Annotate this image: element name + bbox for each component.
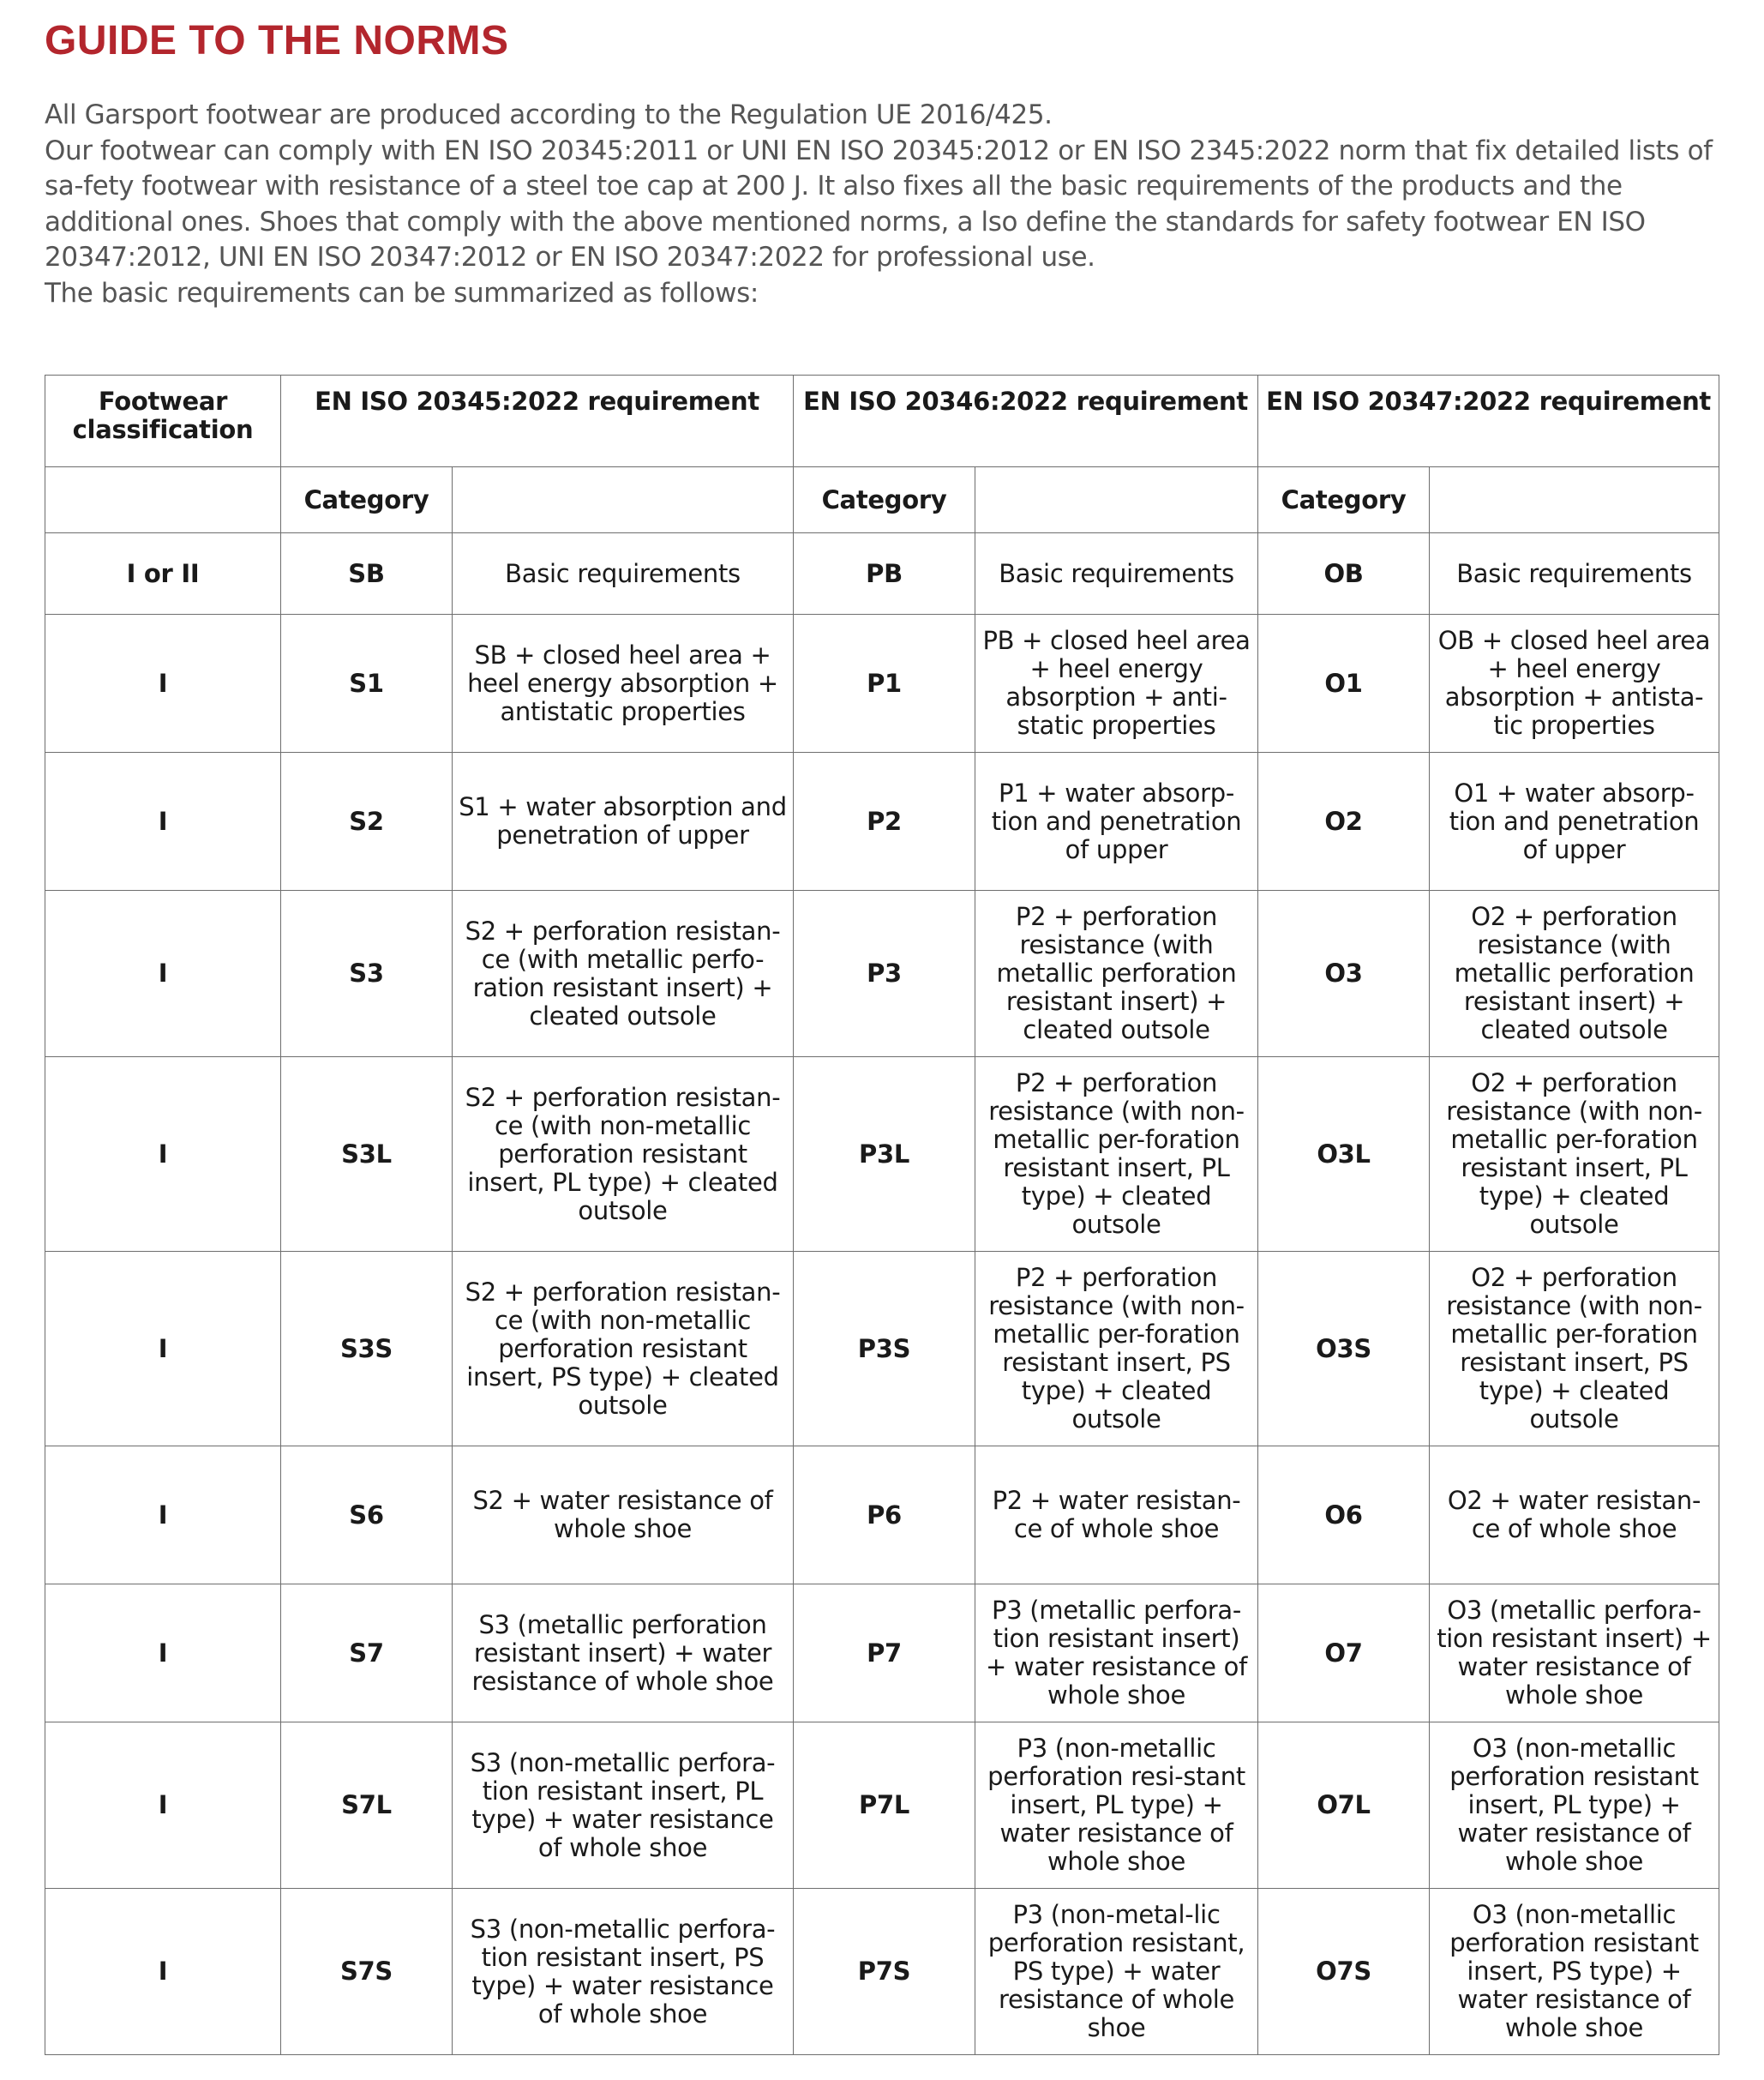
o-requirement-cell: O3 (non-metallic perforation resistant insert, PS type) + water resistance of whole shoe	[1430, 1889, 1719, 2055]
o-category-cell: O7S	[1258, 1889, 1430, 2055]
classification-cell: I	[45, 891, 281, 1057]
subheader-category-20346: Category	[794, 467, 975, 533]
s-category-cell: S1	[281, 615, 453, 753]
intro-paragraph: All Garsport footwear are produced according to the Regulation UE 2016/425.	[45, 99, 1053, 130]
s-requirement-cell: Basic requirements	[453, 533, 794, 615]
p-requirement-cell: P2 + perforation resistance (with non-metallic per-foration resistant insert, PS type) + cleated outsole	[975, 1252, 1258, 1446]
s-category-cell: S3	[281, 891, 453, 1057]
o-requirement-cell: O3 (non-metallic perforation resistant insert, PL type) + water resistance of whole shoe	[1430, 1722, 1719, 1889]
s-requirement-cell: S1 + water absorption and penetration of upper	[453, 753, 794, 891]
p-requirement-cell: P3 (non-metallic perforation resi-stant insert, PL type) + water resistance of whole shoe	[975, 1722, 1258, 1889]
p-category-cell: P3L	[794, 1057, 975, 1252]
classification-cell: I	[45, 1722, 281, 1889]
o-category-cell: O2	[1258, 753, 1430, 891]
o-requirement-cell: Basic requirements	[1430, 533, 1719, 615]
table-row	[45, 1889, 1719, 2055]
classification-cell: I	[45, 1252, 281, 1446]
s-requirement-cell: S3 (non-metallic perfora-tion resistant insert, PS type) + water resistance of whole shoe	[453, 1889, 794, 2055]
p-category-cell: P7S	[794, 1889, 975, 2055]
classification-cell: I	[45, 1057, 281, 1252]
s-category-cell: S6	[281, 1446, 453, 1584]
table-row	[45, 615, 1719, 753]
p-category-cell: P3S	[794, 1252, 975, 1446]
s-category-cell: S3S	[281, 1252, 453, 1446]
classification-cell: I	[45, 1584, 281, 1722]
o-requirement-cell: O2 + water resistan-ce of whole shoe	[1430, 1446, 1719, 1584]
p-category-cell: PB	[794, 533, 975, 615]
o-category-cell: OB	[1258, 533, 1430, 615]
subheader-empty	[975, 467, 1258, 533]
o-category-cell: O7L	[1258, 1722, 1430, 1889]
p-requirement-cell: P2 + perforation resistance (with metallic perforation resistant insert) + cleated outsole	[975, 891, 1258, 1057]
o-category-cell: O3S	[1258, 1252, 1430, 1446]
p-requirement-cell: P1 + water absorp-tion and penetration of upper	[975, 753, 1258, 891]
o-category-cell: O6	[1258, 1446, 1430, 1584]
s-requirement-cell: S3 (metallic perforation resistant insert) + water resistance of whole shoe	[453, 1584, 794, 1722]
p-requirement-cell: P2 + perforation resistance (with non-metallic per-foration resistant insert, PL type) + cleated outsole	[975, 1057, 1258, 1252]
classification-cell: I	[45, 753, 281, 891]
classification-cell: I	[45, 615, 281, 753]
table-row	[45, 1584, 1719, 1722]
subheader-empty	[1430, 467, 1719, 533]
subheader-category-20347: Category	[1258, 467, 1430, 533]
p-category-cell: P7	[794, 1584, 975, 1722]
table-subheader-row	[45, 467, 1719, 533]
header-classification: Footwear classification	[45, 376, 281, 467]
page-title: GUIDE TO THE NORMS	[45, 18, 509, 63]
intro-paragraph: The basic requirements can be summarized as follows:	[45, 277, 759, 309]
o-requirement-cell: O2 + perforation resistance (with non-metallic per-foration resistant insert, PS type) + cleated outsole	[1430, 1252, 1719, 1446]
s-requirement-cell: SB + closed heel area + heel energy absorption + antistatic properties	[453, 615, 794, 753]
s-requirement-cell: S2 + perforation resistan-ce (with non-metallic perforation resistant insert, PS type) + cleated outsole	[453, 1252, 794, 1446]
p-requirement-cell: Basic requirements	[975, 533, 1258, 615]
subheader-category-20345: Category	[281, 467, 453, 533]
header-iso-20346: EN ISO 20346:2022 requirement	[794, 376, 1258, 467]
o-requirement-cell: O2 + perforation resistance (with non-metallic per-foration resistant insert, PL type) + cleated outsole	[1430, 1057, 1719, 1252]
o-category-cell: O3	[1258, 891, 1430, 1057]
p-requirement-cell: PB + closed heel area + heel energy absorption + anti-static properties	[975, 615, 1258, 753]
p-category-cell: P2	[794, 753, 975, 891]
classification-cell: I or II	[45, 533, 281, 615]
s-requirement-cell: S2 + perforation resistan-ce (with metallic perfo-ration resistant insert) + cleated outsole	[453, 891, 794, 1057]
p-category-cell: P7L	[794, 1722, 975, 1889]
o-requirement-cell: O1 + water absorp-tion and penetration of upper	[1430, 753, 1719, 891]
o-requirement-cell: O2 + perforation resistance (with metallic perforation resistant insert) + cleated outsole	[1430, 891, 1719, 1057]
norms-table	[45, 375, 1719, 2055]
table-row	[45, 1446, 1719, 1584]
s-category-cell: SB	[281, 533, 453, 615]
intro-text	[45, 98, 1725, 311]
header-iso-20347: EN ISO 20347:2022 requirement	[1258, 376, 1719, 467]
o-category-cell: O1	[1258, 615, 1430, 753]
s-requirement-cell: S3 (non-metallic perfora-tion resistant insert, PL type) + water resistance of whole shoe	[453, 1722, 794, 1889]
table-row	[45, 1057, 1719, 1252]
classification-cell: I	[45, 1446, 281, 1584]
table-row	[45, 1722, 1719, 1889]
o-requirement-cell: O3 (metallic perfora-tion resistant insert) + water resistance of whole shoe	[1430, 1584, 1719, 1722]
s-category-cell: S7	[281, 1584, 453, 1722]
p-category-cell: P1	[794, 615, 975, 753]
table-header-row	[45, 376, 1719, 467]
table-row	[45, 533, 1719, 615]
o-category-cell: O7	[1258, 1584, 1430, 1722]
table-row	[45, 753, 1719, 891]
p-category-cell: P3	[794, 891, 975, 1057]
s-category-cell: S3L	[281, 1057, 453, 1252]
o-category-cell: O3L	[1258, 1057, 1430, 1252]
p-category-cell: P6	[794, 1446, 975, 1584]
p-requirement-cell: P3 (metallic perfora-tion resistant insert) + water resistance of whole shoe	[975, 1584, 1258, 1722]
p-requirement-cell: P3 (non-metal-lic perforation resistant, PS type) + water resistance of whole shoe	[975, 1889, 1258, 2055]
header-iso-20345: EN ISO 20345:2022 requirement	[281, 376, 794, 467]
intro-paragraph: Our footwear can comply with EN ISO 20345:2011 or UNI EN ISO 20345:2012 or EN ISO 2345:2022 norm that fix detailed lists of sa-fety footwear with resistance of a steel toe cap at 200 J. It also fixes all the basic requirements of the products and the additional ones. Shoes that comply with the above mentioned norms, a lso define the standards for safety footwear EN ISO 20347:2012, UNI EN ISO 20347:2012 or EN ISO 20347:2022 for professional use.	[45, 135, 1713, 273]
s-category-cell: S7S	[281, 1889, 453, 2055]
s-requirement-cell: S2 + water resistance of whole shoe	[453, 1446, 794, 1584]
table-row	[45, 891, 1719, 1057]
s-category-cell: S7L	[281, 1722, 453, 1889]
o-requirement-cell: OB + closed heel area + heel energy absorption + antista-tic properties	[1430, 615, 1719, 753]
subheader-empty	[453, 467, 794, 533]
s-category-cell: S2	[281, 753, 453, 891]
table-row	[45, 1252, 1719, 1446]
subheader-empty	[45, 467, 281, 533]
p-requirement-cell: P2 + water resistan-ce of whole shoe	[975, 1446, 1258, 1584]
s-requirement-cell: S2 + perforation resistan-ce (with non-metallic perforation resistant insert, PL type) + cleated outsole	[453, 1057, 794, 1252]
classification-cell: I	[45, 1889, 281, 2055]
